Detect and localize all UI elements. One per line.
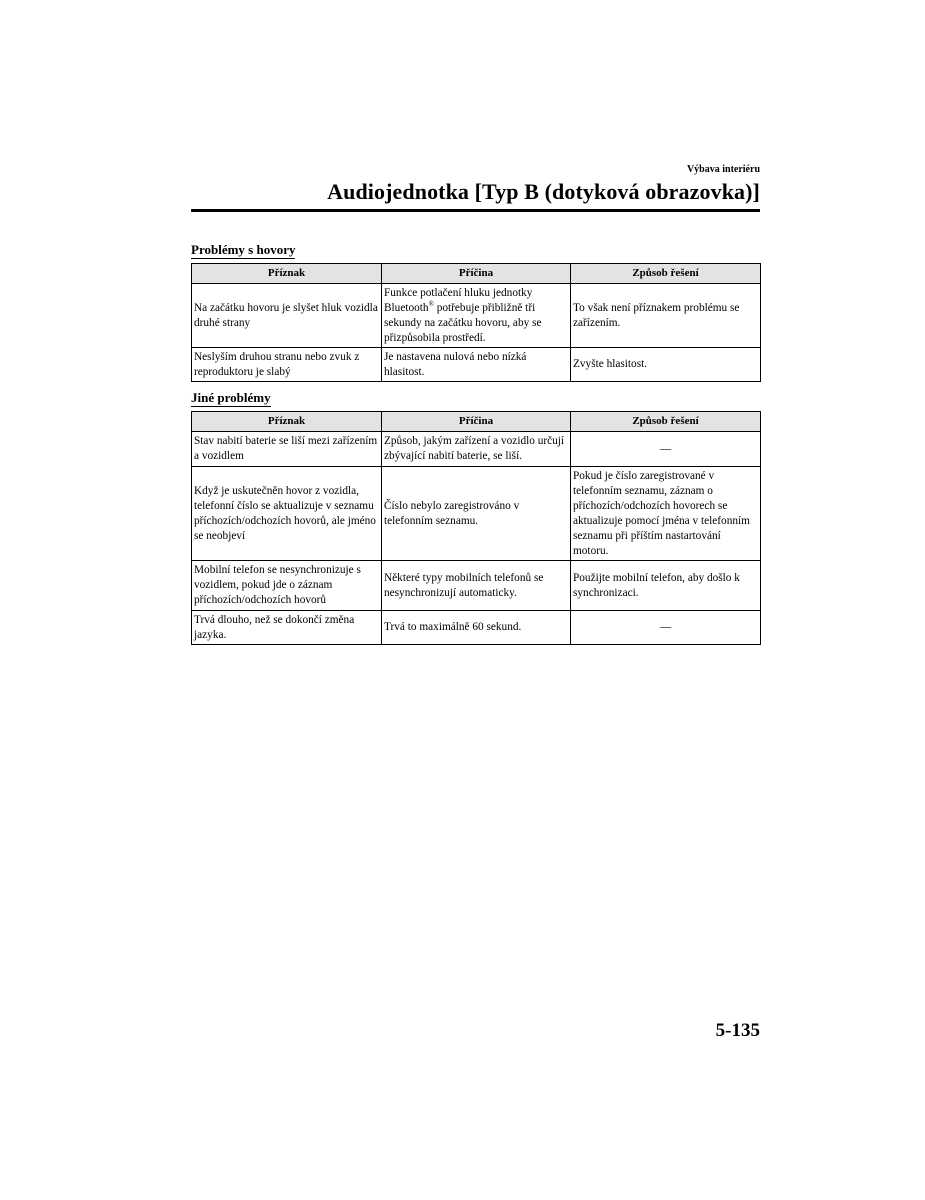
table-row xyxy=(192,561,761,611)
column-header-cause: Příčina xyxy=(382,412,571,432)
symptom-cell: Když je uskutečněn hovor z vozidla, telefonní číslo se aktualizuje v seznamu příchozích/odchozích hovorů, ale jméno se neobjeví xyxy=(192,467,382,561)
cause-cell: Některé typy mobilních telefonů se nesynchronizují automaticky. xyxy=(382,561,571,611)
other-problems-table xyxy=(191,411,761,645)
call-problems-table xyxy=(191,263,761,382)
section-label: Výbava interiéru xyxy=(686,164,760,175)
solution-cell: To však není příznakem problému se zařízením. xyxy=(571,284,761,348)
solution-cell: Pokud je číslo zaregistrované v telefonním seznamu, záznam o příchozích/odchozích hovorech se aktualizuje pomocí jména v telefonním seznamu při příštím nastartování motoru. xyxy=(571,467,761,561)
table-row xyxy=(192,432,761,467)
symptom-cell: Stav nabití baterie se liší mezi zařízením a vozidlem xyxy=(192,432,382,467)
symptom-cell: Neslyším druhou stranu nebo zvuk z reproduktoru je slabý xyxy=(192,348,382,382)
cause-cell: Je nastavena nulová nebo nízká hlasitost. xyxy=(382,348,571,382)
cause-text: potřebuje přibližně tři sekundy na začátku hovoru, aby se přizpůsobila prostředí. xyxy=(384,301,542,344)
page-number: 5-135 xyxy=(715,1020,760,1041)
title-divider xyxy=(191,209,760,212)
cause-cell: Číslo nebylo zaregistrováno v telefonním seznamu. xyxy=(382,467,571,561)
solution-cell: — xyxy=(571,611,761,645)
column-header-solution: Způsob řešení xyxy=(571,412,761,432)
table-row xyxy=(192,348,761,382)
solution-cell: Zvyšte hlasitost. xyxy=(571,348,761,382)
cause-text: Funkce potlačení hluku jednotky Bluetooth xyxy=(384,286,533,314)
symptom-cell: Mobilní telefon se nesynchronizuje s vozidlem, pokud jde o záznam příchozích/odchozích hovorů xyxy=(192,561,382,611)
cause-cell: Trvá to maximálně 60 sekund. xyxy=(382,611,571,645)
solution-cell: — xyxy=(571,432,761,467)
column-header-solution: Způsob řešení xyxy=(571,264,761,284)
call-problems-heading: Problémy s hovory xyxy=(191,242,296,257)
column-header-cause: Příčina xyxy=(382,264,571,284)
symptom-cell: Trvá dlouho, než se dokončí změna jazyka. xyxy=(192,611,382,645)
page-title: Audiojednotka [Typ B (dotyková obrazovka)] xyxy=(327,179,760,204)
table-row xyxy=(192,284,761,348)
table-row xyxy=(192,467,761,561)
table-header-row xyxy=(192,412,761,432)
solution-cell: Použijte mobilní telefon, aby došlo k synchronizaci. xyxy=(571,561,761,611)
column-header-symptom: Příznak xyxy=(192,264,382,284)
other-problems-heading: Jiné problémy xyxy=(191,390,271,405)
cause-cell: Způsob, jakým zařízení a vozidlo určují zbývající nabití baterie, se liší. xyxy=(382,432,571,467)
table-row xyxy=(192,611,761,645)
manual-page xyxy=(191,160,760,645)
table-header-row xyxy=(192,264,761,284)
symptom-cell: Na začátku hovoru je slyšet hluk vozidla druhé strany xyxy=(192,284,382,348)
column-header-symptom: Příznak xyxy=(192,412,382,432)
cause-cell xyxy=(382,284,571,348)
registered-mark: ® xyxy=(428,299,434,308)
